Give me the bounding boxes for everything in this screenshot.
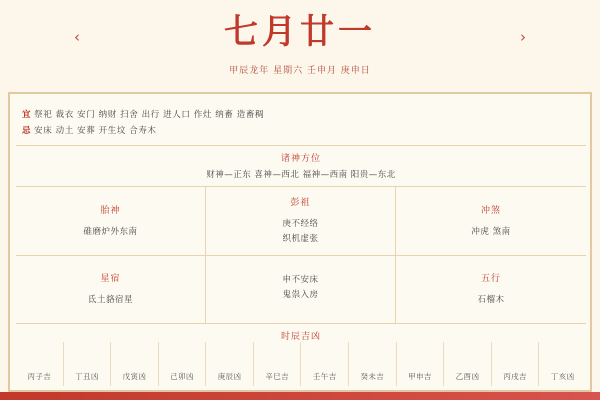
cell-value: 庚不经络 织机虚张	[282, 219, 319, 244]
shichen-item[interactable]: 丁亥凶	[550, 372, 575, 381]
cell-value: 石榴木	[477, 294, 505, 305]
ji-line	[22, 123, 580, 139]
shichen-item[interactable]: 己卯凶	[159, 342, 207, 386]
yiji-section	[16, 100, 586, 146]
shichen-row	[16, 342, 586, 386]
cell-value: 氐土貉宿星	[87, 294, 133, 305]
shichen-item[interactable]: 壬午吉	[301, 342, 349, 386]
ji-text: 安床 动土 安葬 开生坟 合寿木	[34, 126, 157, 137]
cell-title: 星宿	[100, 273, 121, 284]
shichen-title: 时辰吉凶	[280, 332, 321, 342]
deity-position-value: 财神—正东 喜神—西北 福神—西南 阳贵—东北	[206, 170, 396, 181]
cell-value: 碓磨炉外东南	[83, 226, 138, 237]
attribute-grid	[16, 187, 586, 324]
shichen-item[interactable]: 乙酉凶	[444, 342, 492, 386]
yi-text: 祭祀 裁衣 安门 纳财 扫舍 出行 进人口 作灶 纳畜 造畜稠	[34, 110, 265, 120]
cell-title: 五行	[480, 273, 501, 284]
grid-cell-pengzu-extra	[206, 256, 396, 324]
page-header	[0, 0, 600, 88]
yi-line	[22, 107, 580, 123]
grid-cell-pengzu	[206, 187, 396, 255]
content-frame	[8, 92, 592, 392]
cell-title: 胎神	[100, 205, 121, 216]
date-subtitle: 甲辰龙年 星期六 壬申月 庚申日	[229, 65, 371, 76]
shichen-item[interactable]: 甲申吉	[397, 342, 445, 386]
prev-day-button[interactable]: ‹	[74, 28, 80, 46]
cell-title: 彭祖	[290, 198, 311, 209]
yi-marker: 宜	[22, 110, 32, 120]
shichen-item[interactable]: 丙戌吉	[492, 342, 540, 386]
title-block	[224, 14, 376, 75]
cell-value: 申不安床 鬼祟入房	[282, 275, 319, 301]
grid-cell-wuxing	[396, 256, 586, 324]
next-day-button[interactable]: ›	[520, 28, 526, 46]
deity-position-section	[16, 146, 586, 187]
ji-marker: 忌	[22, 126, 32, 137]
shichen-item[interactable]: 辛巳吉	[254, 342, 302, 386]
shichen-section	[16, 324, 586, 386]
cell-title: 冲煞	[480, 205, 501, 216]
shichen-item[interactable]: 丙子吉	[16, 342, 64, 386]
shichen-item[interactable]: 癸未吉	[349, 342, 397, 386]
content-inner	[16, 100, 586, 386]
grid-cell-chongsha	[396, 187, 586, 255]
shichen-item[interactable]: 丁丑凶	[64, 342, 112, 386]
shichen-item[interactable]: 戊寅凶	[111, 342, 159, 386]
grid-cell-xingxiu	[16, 256, 206, 324]
grid-cell-taishen	[16, 187, 206, 255]
bottom-accent-strip	[0, 392, 600, 400]
page-title: 七月廿一	[224, 12, 376, 53]
shichen-item[interactable]: 庚辰凶	[206, 342, 254, 386]
deity-position-title: 诸神方位	[280, 154, 321, 165]
cell-value: 冲虎 煞南	[471, 226, 511, 237]
